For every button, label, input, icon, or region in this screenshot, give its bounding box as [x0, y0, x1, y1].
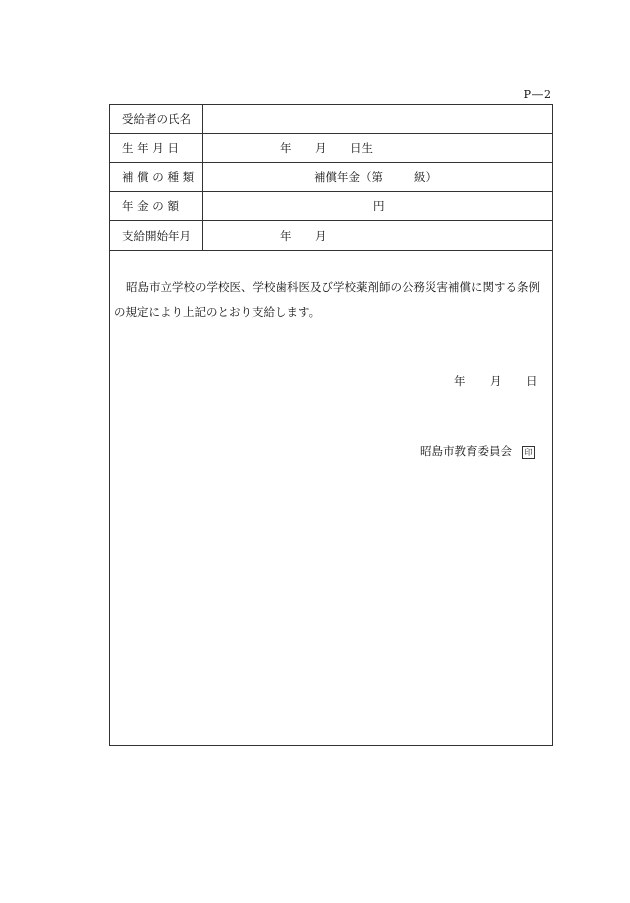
payment-start-row: [110, 221, 552, 251]
birth-month-unit: 月: [315, 141, 327, 155]
payment-start-month-unit: 月: [315, 228, 327, 243]
payment-start-label: 支給開始年月: [122, 228, 191, 243]
pension-amount-row: [110, 192, 552, 221]
birth-date-row: [110, 134, 552, 163]
payment-notice-form: [109, 104, 553, 746]
pension-amount-label: 年 金 の 額: [122, 199, 179, 213]
recipient-name-label: 受給者の氏名: [122, 112, 191, 126]
notice-body: [114, 275, 550, 325]
date-day-unit: 日: [526, 374, 538, 388]
birth-year-unit: 年: [280, 141, 292, 155]
recipient-name-row: [110, 105, 552, 134]
issuer-name: 昭島市教育委員会: [420, 444, 512, 458]
date-year-unit: 年: [454, 374, 466, 388]
compensation-type-row: [110, 163, 552, 192]
birth-date-label: 生 年 月 日: [122, 141, 179, 155]
compensation-type-prefix: 補償年金（第: [314, 170, 383, 184]
compensation-type-label: 補 償 の 種 類: [122, 170, 195, 184]
notice-body-line-1: 昭島市立学校の学校医、学校歯科医及び学校薬剤師の公務災害補償に関する条例: [126, 280, 540, 294]
date-month-unit: 月: [490, 374, 502, 388]
seal-mark: 印: [522, 446, 535, 459]
issuer: [420, 443, 535, 459]
birth-day-unit: 日生: [350, 141, 373, 155]
pension-amount-unit: 円: [373, 199, 385, 213]
page-number: P―2: [523, 88, 552, 101]
notice-body-line-2: の規定により上記のとおり支給します。: [114, 305, 321, 319]
payment-start-year-unit: 年: [280, 228, 292, 243]
compensation-grade-suffix: 級）: [414, 170, 437, 184]
